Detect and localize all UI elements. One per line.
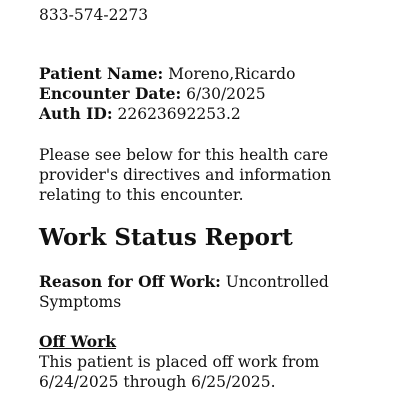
- auth-id-label: Auth ID:: [39, 104, 113, 123]
- off-work-text: This patient is placed off work from 6/24/2025 through 6/25/2025.: [39, 353, 320, 391]
- patient-name-value: Moreno,Ricardo: [168, 65, 296, 83]
- auth-id-value: 22623692253.2: [117, 105, 241, 123]
- reason-value: Uncontrolled Symptoms: [39, 273, 329, 311]
- patient-info-block: [39, 64, 295, 124]
- encounter-date-row: [39, 84, 295, 104]
- reason-label: Reason for Off Work:: [39, 272, 221, 291]
- report-title: Work Status Report: [39, 224, 293, 251]
- off-work-heading: Off Work: [39, 332, 117, 351]
- patient-name-row: [39, 64, 295, 84]
- auth-id-row: [39, 104, 295, 124]
- intro-paragraph: Please see below for this health care provider's directives and information relating to this encounter.: [39, 146, 332, 204]
- encounter-date-label: Encounter Date:: [39, 84, 182, 103]
- reason-block: [39, 272, 359, 312]
- patient-name-label: Patient Name:: [39, 64, 164, 83]
- encounter-date-value: 6/30/2025: [186, 85, 266, 103]
- phone-number: 833-574-2273: [39, 6, 149, 24]
